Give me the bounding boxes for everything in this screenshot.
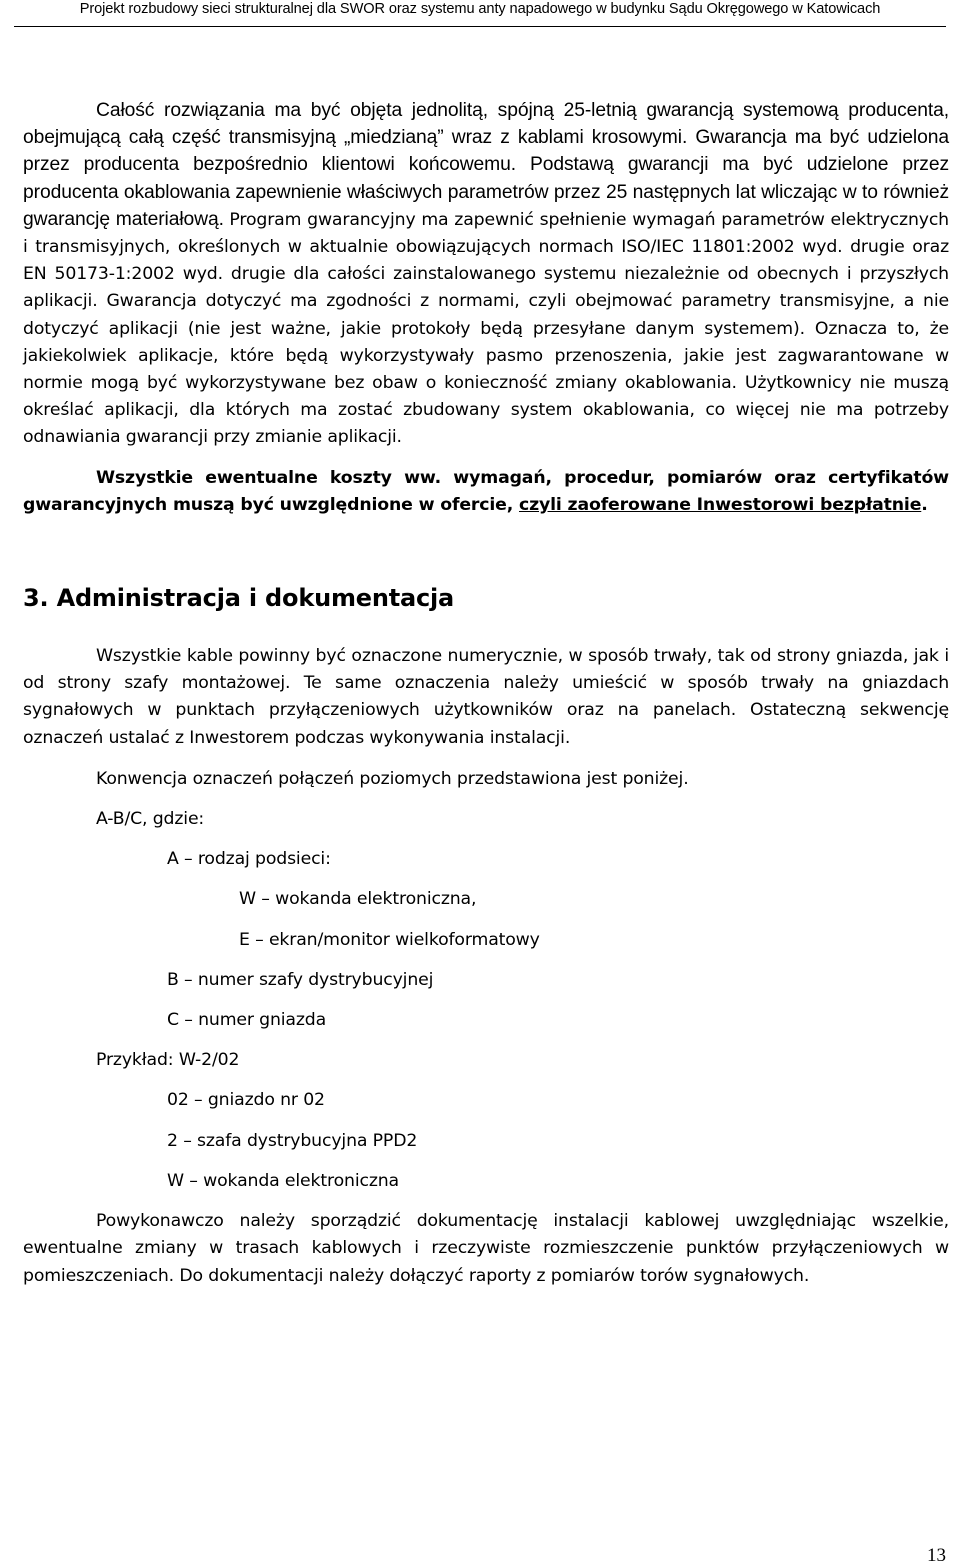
page-header xyxy=(0,0,960,40)
warranty-text-verdana: Program gwarancyjny ma zapewnić spełnienie wymagań parametrów elektrycznych i transmisyjnych, określonych w aktualnie obowiązujących normach ISO/IEC 11801:2002 wyd. drugie oraz EN 50173-1:2002 wyd. drugie dla całości zainstalowanego systemu niezależnie od obecnych i przyszłych aplikacji. Gwarancja dotyczyć ma zgodności z normami, czyli obejmować parametry transmisyjne, a nie dotyczyć aplikacji (nie jest ważne, jakie protokoły będą przesyłane danym systemem). Oznacza to, że jakiekolwiek aplikacje, które będą wykorzystywały pasmo przenoszenia, jakie jest zagwarantowane w normie mogą być wykorzystywane bez obaw o konieczność zmiany okablowania. Użytkownicy nie muszą określać aplikacji, dla których ma zostać zbudowany system okablowania, co więcej nie ma potrzeby odnawiania gwarancji przy zmianie aplikacji. xyxy=(23,209,949,448)
warranty-costs-paragraph xyxy=(23,465,949,519)
item-e: E – ekran/monitor wielkoformatowy xyxy=(239,929,540,950)
costs-underlined-text: czyli zaoferowane Inwestorowi bezpłatnie xyxy=(519,494,922,515)
labeling-paragraph: Wszystkie kable powinny być oznaczone numerycznie, w sposób trwały, tak od strony gniazda, jak i od strony szafy montażowej. Te same oznaczenia należy umieścić w sposób trwały na gniazdach sygnałowych w punktach przyłączeniowych użytkowników oraz na panelach. Ostateczną sekwencję oznaczeń ustalać z Inwestorem podczas wykonywania instalacji. xyxy=(23,646,949,748)
header-divider xyxy=(14,26,946,27)
item-c: C – numer gniazda xyxy=(167,1010,327,1031)
header-title: Projekt rozbudowy sieci strukturalnej dla SWOR oraz systemu anty napadowego w budynku Sądu Okręgowego w Katowicach xyxy=(79,1,881,17)
costs-bold-text: Wszystkie ewentualne koszty ww. wymagań, procedur, pomiarów oraz certyfikatów gwarancyjnych muszą być uwzględnione w ofercie, xyxy=(23,467,949,515)
warranty-text-arial: Całość rozwiązania ma być objęta jednolitą, spójną 25-letnią gwarancją systemową producenta, obejmującą całą część transmisyjną „miedzianą” wraz z kablami krosowymi. Gwarancja ma być udzielona przez producenta bezpośrednio klientowi końcowemu. Podstawą gwarancji ma być udzielone przez producenta okablowania zapewnienie właściwych parametrów przez 25 następnych lat wliczając w to również gwarancję materiałową. xyxy=(23,100,949,230)
documentation-paragraph: Powykonawczo należy sporządzić dokumentację instalacji kablowej uwzględniając wszelkie, ewentualne zmiany w trasach kablowych i rzeczywiste rozmieszczenie punktów przyłączeniowych w pomieszczeniach. Do dokumentacji należy dołączyć raporty z pomiarów torów sygnałowych. xyxy=(23,1211,949,1286)
example-label: Przykład: W-2/02 xyxy=(96,1050,240,1071)
item-b: B – numer szafy dystrybucyjnej xyxy=(167,969,434,990)
convention-intro: Konwencja oznaczeń połączeń poziomych przedstawiona jest poniżej. xyxy=(96,768,689,789)
label-format: A-B/C, gdzie: xyxy=(96,809,205,830)
item-w: W – wokanda elektroniczna, xyxy=(239,889,477,910)
page-number: 13 xyxy=(927,1545,946,1566)
example-item-w: W – wokanda elektroniczna xyxy=(167,1170,399,1191)
warranty-paragraph xyxy=(23,97,949,452)
example-item-2: 2 – szafa dystrybucyjna PPD2 xyxy=(167,1130,418,1151)
item-a: A – rodzaj podsieci: xyxy=(167,849,331,870)
document-body xyxy=(23,97,949,1290)
example-item-02: 02 – gniazdo nr 02 xyxy=(167,1090,325,1111)
section-heading: 3. Administracja i dokumentacja xyxy=(23,584,455,613)
costs-end-text: . xyxy=(921,494,928,515)
